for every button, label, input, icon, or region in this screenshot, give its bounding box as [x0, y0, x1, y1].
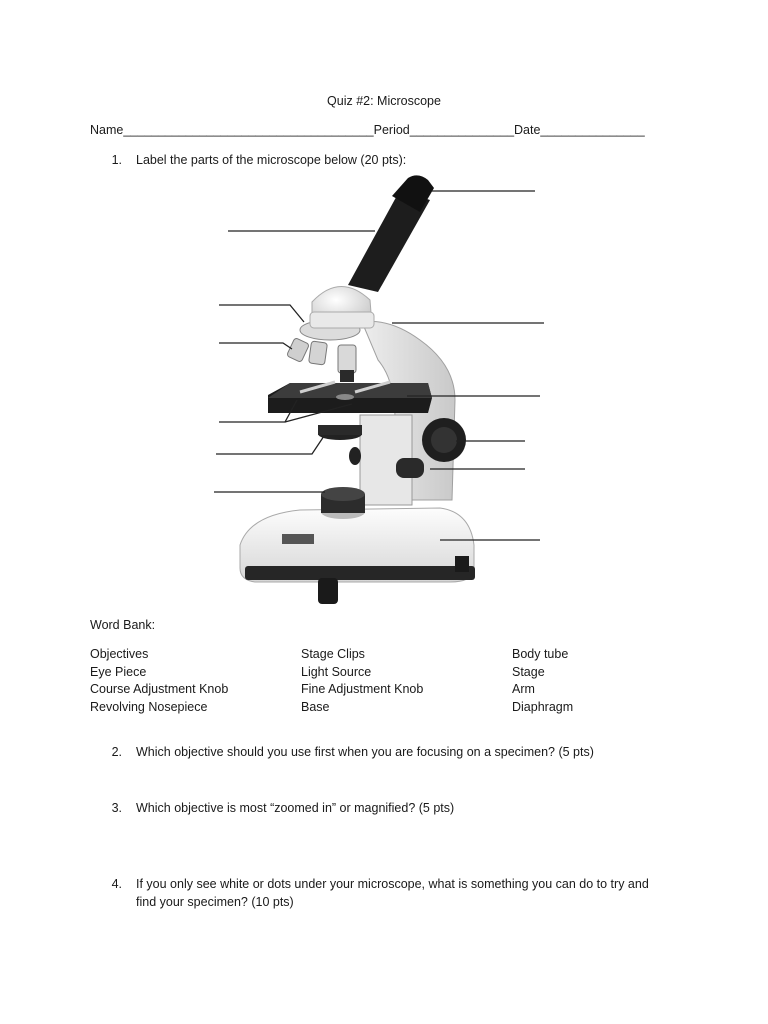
label-line-objectives [219, 343, 292, 349]
name-period-date-line: Name____________________________________Period_______________Date_______________ [90, 123, 645, 137]
coarse-adjustment-knob [422, 418, 466, 462]
word-bank-item: Light Source [301, 664, 372, 679]
question-2-number: 2. [111, 745, 122, 759]
microscope-base [240, 508, 475, 604]
label-line-nosepiece [219, 305, 304, 322]
word-bank-column-3 [512, 647, 573, 717]
word-bank-heading: Word Bank: [90, 618, 156, 632]
microscope-diagram [0, 170, 768, 615]
question-4-text-line-1: If you only see white or dots under your microscope, what is something you can do to try and [136, 877, 649, 891]
word-bank-column-1 [90, 647, 228, 717]
question-3-text: Which objective is most “zoomed in” or magnified? (5 pts) [136, 801, 455, 815]
question-4-number: 4. [111, 877, 122, 891]
word-bank-item: Course Adjustment Knob [90, 682, 229, 696]
quiz-title: Quiz #2: Microscope [327, 94, 441, 108]
word-bank-item: Diaphragm [512, 699, 574, 714]
word-bank-item: Revolving Nosepiece [90, 699, 208, 714]
question-1-text: Label the parts of the microscope below (20 pts): [136, 153, 407, 167]
question-3-number: 3. [111, 801, 122, 815]
word-bank-item: Eye Piece [90, 664, 147, 679]
word-bank-item: Stage Clips [301, 647, 365, 661]
word-bank-column-2 [301, 647, 423, 717]
question-2-text: Which objective should you use first when you are focusing on a specimen? (5 pts) [136, 745, 594, 759]
word-bank-item: Objectives [90, 647, 149, 661]
word-bank-item: Body tube [512, 647, 569, 661]
diaphragm [318, 425, 362, 440]
microscope-head [310, 286, 374, 328]
light-source [321, 487, 365, 519]
question-1-number: 1. [111, 153, 122, 167]
word-bank-item: Stage [512, 664, 545, 679]
word-bank-item: Fine Adjustment Knob [301, 682, 424, 696]
word-bank-item: Base [301, 699, 330, 714]
word-bank-item: Arm [512, 682, 535, 696]
label-line-diaphragm [216, 436, 324, 454]
question-4-text-line-2: find your specimen? (10 pts) [136, 895, 294, 909]
objectives [287, 338, 356, 382]
